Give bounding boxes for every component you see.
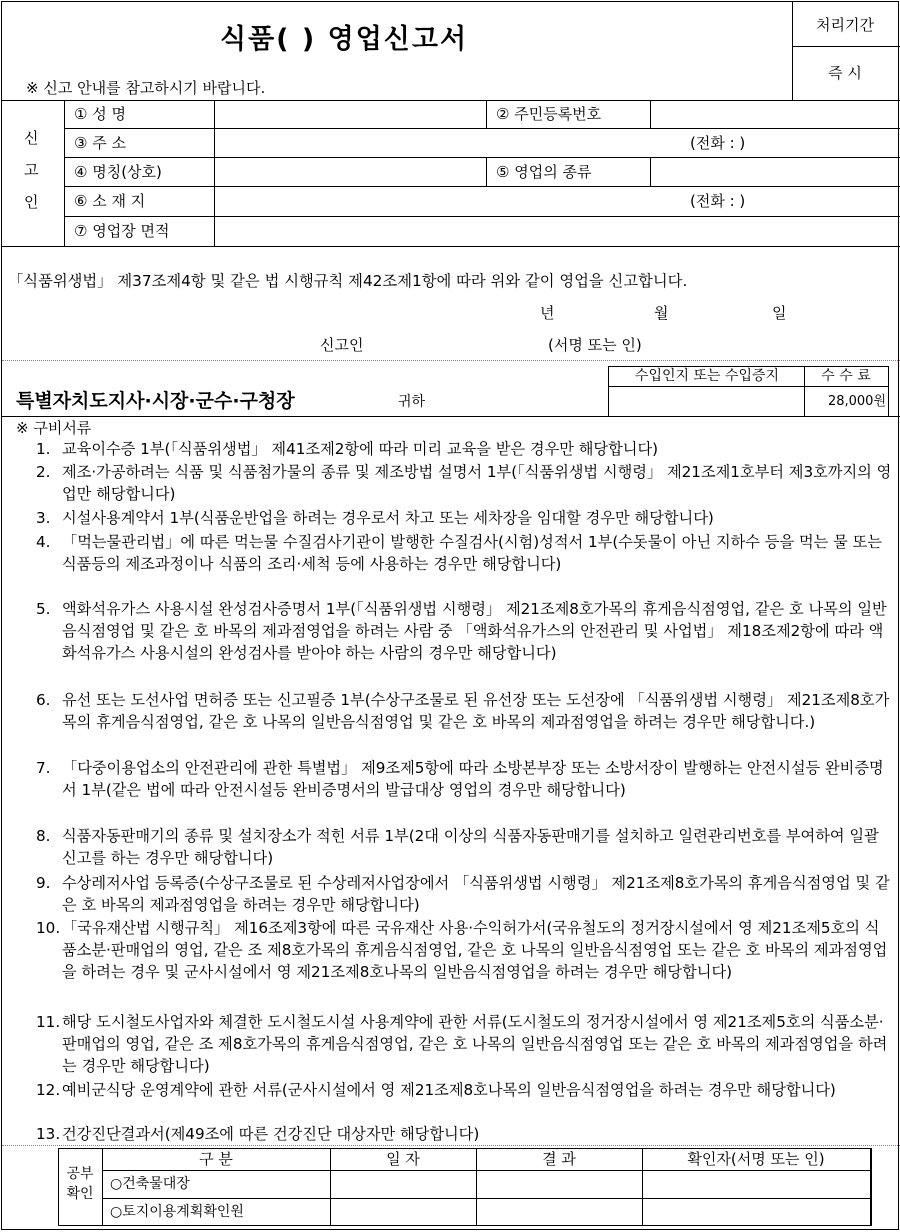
address-phone-label: (전화 : ): [690, 134, 746, 152]
name-label: ① 성 명: [74, 105, 126, 123]
applicant-label-3: 인: [24, 193, 39, 211]
fee-label: 수 수 료: [821, 368, 871, 384]
col-date: 일 자: [386, 1150, 420, 1168]
documents-heading: ※ 구비서류: [16, 419, 92, 437]
processing-period-label: 처리기간: [816, 16, 874, 34]
address-label: ③ 주 소: [74, 134, 126, 152]
document-item: 1. 교육이수증 1부(「식품위생법」 제41조제2항에 따라 미리 교육을 받은 경우만 해당합니다): [36, 440, 659, 458]
applicant-label-2: 고: [24, 161, 39, 179]
document-item: 5. 액화석유가스 사용시설 완성검사증명서 1부(「식품위생법 시행령」 제21조제8호가목의 휴게음식점영업, 같은 호 나목의 일반음식점영업 및 같은 호 바목의 제과점영업을 하려는 사람 중 「액화석유가스의 안전관리 및 사업법」 제18조제2항에 따라 액화석유가스 사용시설의 완성검사를 받아야 하는 사람의 경우만 해당합니다): [36, 600, 887, 662]
document-item: 6. 유선 또는 도선사업 면허증 또는 신고필증 1부(수상구조물로 된 유선장 또는 도선장에 「식품위생법 시행령」 제21조제8호가목의 휴게음식점영업, 같은 호 나목의 일반음식점영업 및 같은 호 바목의 제과점영업을 하려는 경우만 해당합니다.): [36, 691, 890, 731]
document-item: 2. 제조·가공하려는 식품 및 식품첨가물의 종류 및 제조방법 설명서 1부(「식품위생법 시행령」 제21조제1호부터 제3호까지의 영업만 해당합니다): [36, 463, 892, 503]
col-confirmer: 확인자(서명 또는 인): [687, 1150, 825, 1168]
declarant-label: 신고인: [320, 336, 364, 354]
row-land-use-plan: ○토지이용계획확인원: [110, 1204, 244, 1220]
recipient-text: 특별자치도지사·시장·군수·구청장: [16, 390, 295, 412]
date-year: 년: [540, 304, 555, 322]
business-name-label: ④ 명칭(상호): [74, 163, 162, 181]
document-item: 9. 수상레저사업 등록증(수상구조물로 된 수상레저사업장에서 「식품위생법 시행령」 제21조제8호가목의 휴게음식점영업 및 같은 호 바목의 제과점영업을 하려는 경우만 해당합니다): [36, 874, 890, 914]
document-item: 11. 해당 도시철도사업자와 체결한 도시철도시설 사용계약에 관한 서류(도시철도의 정거장시설에서 영 제21조제5호의 식품소분·판매업의 영업, 같은 조 제8호가목의 휴게음식점영업, 같은 호 나목의 일반음식점영업 또는 같은 호 바목의 제과점영업을 하려는 경우만 해당합니다): [36, 1013, 888, 1075]
document-item: 4. 「먹는물관리법」에 따른 먹는물 수질검사기관이 발행한 수질검사(시험)성적서 1부(수돗물이 아닌 지하수 등을 먹는 물 또는 식품등의 제조과정이나 식품의 조리·세척 등에 사용하는 경우만 해당합니다): [36, 533, 882, 573]
date-day: 일: [772, 304, 787, 322]
document-item: 3. 시설사용계약서 1부(식품운반업을 하려는 경우로서 차고 또는 세차장을 임대할 경우만 해당합니다): [36, 509, 714, 527]
declaration-statement: 「식품위생법」 제37조제4항 및 같은 법 시행규칙 제42조제1항에 따라 위와 같이 영업을 신고합니다.: [8, 272, 688, 290]
document-item: 13. 건강진단결과서(제49조에 따른 건강진단 대상자만 해당합니다): [36, 1125, 480, 1143]
fee-value: 28,000원: [827, 394, 886, 409]
col-category: 구 분: [199, 1150, 233, 1168]
date-month: 월: [654, 304, 669, 322]
location-label: ⑥ 소 재 지: [74, 192, 146, 210]
stamp-label: 수입인지 또는 수입증지: [634, 368, 780, 384]
processing-period-value: 즉 시: [828, 64, 862, 82]
id-number-label: ② 주민등록번호: [496, 105, 602, 123]
recipient-suffix: 귀하: [398, 394, 426, 410]
area-label: ⑦ 영업장 면적: [74, 222, 170, 240]
document-item: 10. 「국유재산법 시행규칙」 제16조제3항에 따른 국유재산 사용·수익허가서(국유철도의 정거장시설에서 영 제21조제5호의 식품소분·판매업의 영업, 같은 조 제8호가목의 휴게음식점영업, 같은 호 나목의 일반음식점영업 또는 같은 호 바목의 제과점영업을 하려는 경우 및 군사시설에서 영 제21조제8호나목의 일반음식점영업을 하려는 경우만 해당합니다): [36, 919, 888, 981]
document-item: 12. 예비군식당 운영계약에 관한 서류(군사시설에서 영 제21조제8호나목의 일반음식점영업을 하려는 경우만 해당합니다): [36, 1081, 836, 1099]
business-type-label: ⑤ 영업의 종류: [496, 163, 592, 181]
applicant-label-1: 신: [24, 129, 39, 147]
verification-label-1: 공부: [66, 1166, 94, 1182]
form-title: 식품( ) 영업신고서: [220, 24, 469, 55]
row-building-register: ○건축물대장: [110, 1176, 190, 1192]
location-phone-label: (전화 : ): [690, 192, 746, 210]
col-result: 결 과: [542, 1150, 576, 1168]
document-item: 8. 식품자동판매기의 종류 및 설치장소가 적힌 서류 1부(2대 이상의 식품자동판매기를 설치하고 일련관리번호를 부여하여 일괄 신고를 하는 경우만 해당합니다): [36, 827, 879, 867]
form-page: [1, 1, 899, 1230]
verification-label-2: 확인: [66, 1186, 94, 1202]
signature-label: (서명 또는 인): [548, 336, 642, 354]
notice-text: ※ 신고 안내를 참고하시기 바랍니다.: [26, 79, 266, 97]
document-item: 7. 「다중이용업소의 안전관리에 관한 특별법」 제9조제5항에 따라 소방본부장 또는 소방서장이 발행하는 안전시설등 완비증명서 1부(같은 법에 따라 안전시설등 완비증명서의 발급대상 영업의 경우만 해당합니다): [36, 759, 884, 799]
